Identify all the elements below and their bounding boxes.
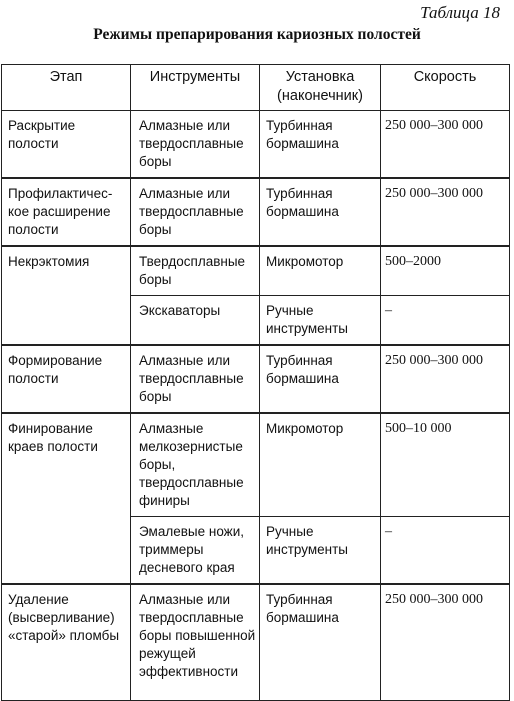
cell-stage: Профилактичес- кое расширение полости [2,178,131,246]
cell-speed: – [381,296,510,346]
cell-speed: 500–10 000 [381,413,510,517]
cell-tools: Алмазные или твердосплавные боры повышенной режущей эффективности [131,584,260,700]
cell-speed: 250 000–300 000 [381,111,510,179]
cell-stage: Финирование краев полости [2,413,131,584]
cell-unit: Турбинная бормашина [260,584,381,700]
cell-tools: Экскаваторы [131,296,260,346]
header-tools: Инструменты [131,65,260,111]
cell-speed: – [381,517,510,585]
cell-stage: Раскрытие полости [2,111,131,179]
table-number: Таблица 18 [420,3,500,22]
cell-speed: 250 000–300 000 [381,584,510,700]
cell-stage: Удаление (высверливание) «старой» пломбы [2,584,131,700]
cell-stage: Формирование полости [2,345,131,413]
cell-tools: Алмазные или твердосплавные боры [131,345,260,413]
cell-speed: 500–2000 [381,246,510,296]
table-row [2,111,510,179]
cell-unit: Турбинная бормашина [260,178,381,246]
cell-tools: Алмазные или твердосплавные боры [131,111,260,179]
cell-tools: Твердосплавные боры [131,246,260,296]
table-row [2,413,510,517]
cell-unit: Ручные инструменты [260,517,381,585]
table-row [2,178,510,246]
cell-unit: Турбинная бормашина [260,345,381,413]
table-row [2,584,510,700]
preparation-modes-table [1,64,510,701]
header-row [2,65,510,111]
table-row [2,246,510,296]
cell-unit: Турбинная бормашина [260,111,381,179]
table-row [2,345,510,413]
cell-speed: 250 000–300 000 [381,178,510,246]
cell-unit: Микромотор [260,413,381,517]
cell-tools: Алмазные мелкозернистые боры, твердосплавные финиры [131,413,260,517]
cell-speed: 250 000–300 000 [381,345,510,413]
cell-tools: Алмазные или твердосплавные боры [131,178,260,246]
header-unit: Установка (наконечник) [260,65,381,111]
cell-stage: Некрэктомия [2,246,131,345]
header-speed: Скорость [381,65,510,111]
cell-unit: Ручные инструменты [260,296,381,346]
table-title: Режимы препарирования кариозных полостей [93,26,421,43]
header-stage: Этап [2,65,131,111]
cell-tools: Эмалевые ножи, триммеры десневого края [131,517,260,585]
cell-unit: Микромотор [260,246,381,296]
